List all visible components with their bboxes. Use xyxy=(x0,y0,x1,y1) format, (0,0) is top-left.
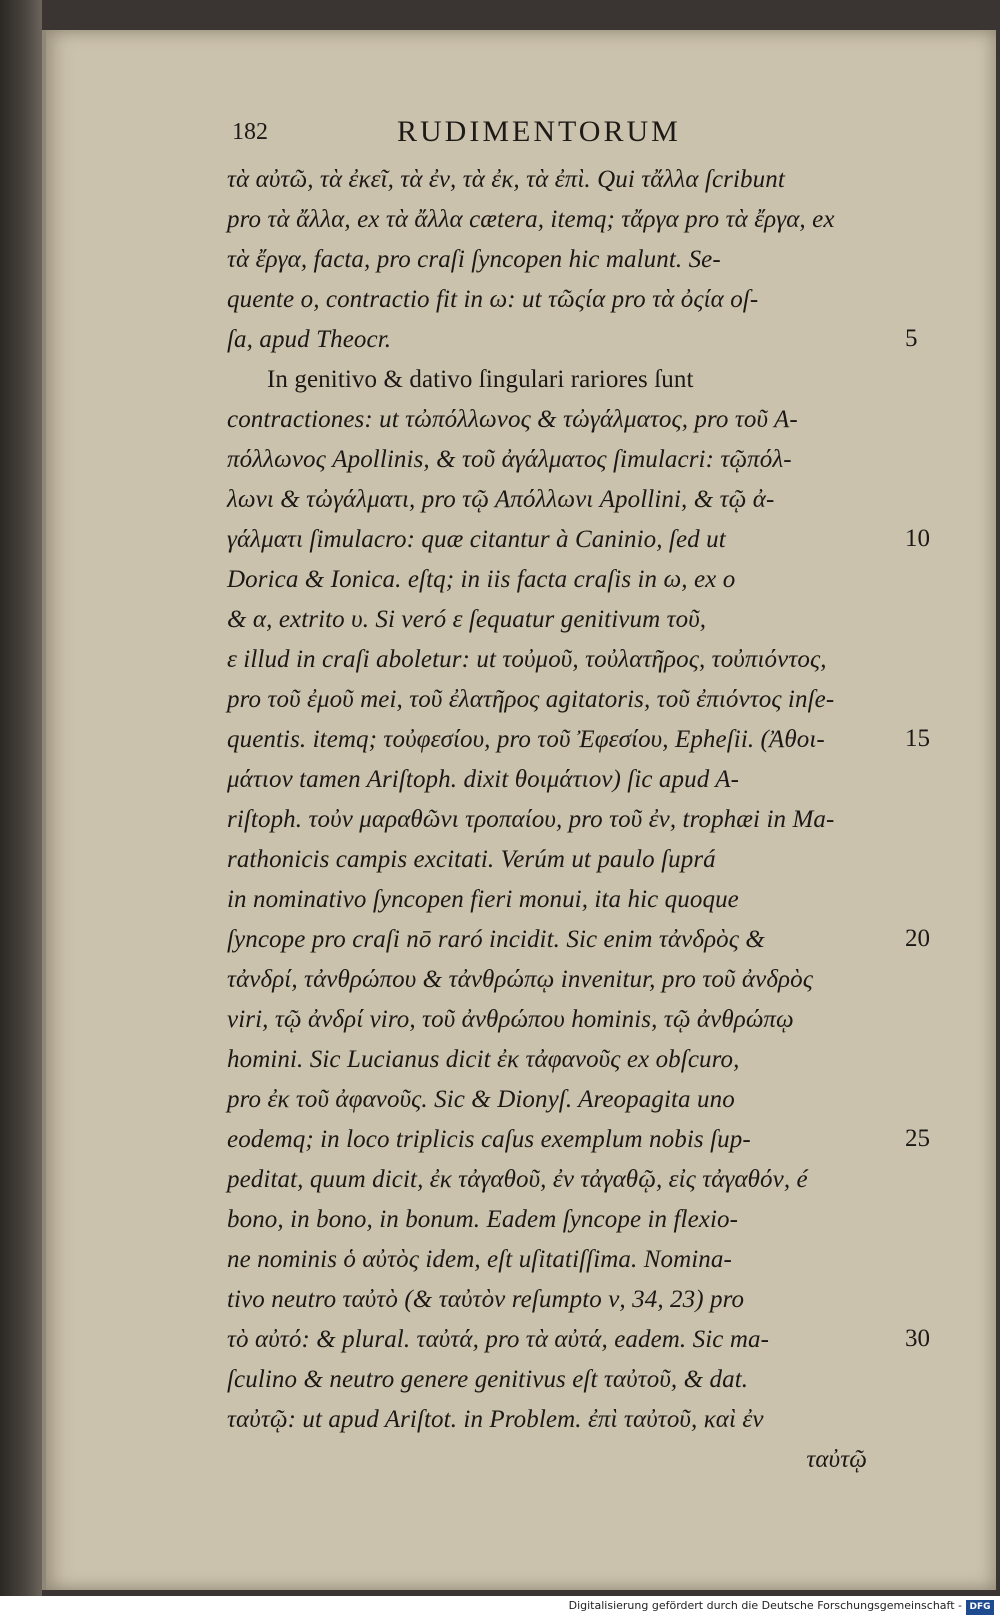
text-line: & α, extrito υ. Si veró ε ſequatur genitivum τοῦ, xyxy=(227,606,707,633)
text-line: Dorica & Ionica. eſtq; in iis facta craſis in ω, ex o xyxy=(227,566,736,593)
text-line: πόλλωνος Apollinis, & τοῦ ἀγάλματος ſimulacri: τῷπόλ- xyxy=(227,446,792,473)
text-line: ſa, apud Theocr. xyxy=(227,326,392,353)
text-block xyxy=(227,160,907,1480)
text-line: in nominativo ſyncopen fieri monui, ita hic quoque xyxy=(227,886,739,913)
text-line: ſyncope pro craſi nō raró incidit. Sic enim τἀνδρὸς & xyxy=(227,926,765,953)
running-head: RUDIMENTORUM xyxy=(397,115,681,148)
footer-bar xyxy=(0,1596,1000,1620)
text-line: γάλματι ſimulacro: quæ citantur à Caninio, ſed ut xyxy=(227,526,726,553)
text-line: τἀνδρί, τἀνθρώπου & τἀνθρώπῳ invenitur, pro τοῦ ἀνδρὸς xyxy=(227,966,813,993)
line-number-marker: 30 xyxy=(905,1325,930,1352)
text-line: eodemq; in loco triplicis caſus exemplum nobis ſup- xyxy=(227,1126,751,1153)
text-line: τὰ αὐτῶ, τὰ ἐκεῖ, τὰ ἐν, τὰ ἐκ, τὰ ἐπὶ. Qui τἄλλα ſcribunt xyxy=(227,166,785,193)
text-line: bono, in bono, in bonum. Eadem ſyncope in flexio- xyxy=(227,1206,739,1233)
text-line: quentis. itemq; τοὐφεσίου, pro τοῦ Ἐφεσίου, Epheſii. (Ἀθοι- xyxy=(227,726,825,753)
text-line: ne nominis ὁ αὐτὸς idem, eſt uſitatiſſima. Nomina- xyxy=(227,1246,732,1273)
text-line: τὸ αὐτό: & plural. ταὐτά, pro τὰ αὐτά, eadem. Sic ma- xyxy=(227,1326,770,1353)
text-line: contractiones: ut τὠπόλλωνος & τὠγάλματος, pro τοῦ Α- xyxy=(227,406,798,433)
text-line: ταὐτῷ: ut apud Ariſtot. in Problem. ἐπὶ ταὐτοῦ, καὶ ἐν xyxy=(227,1406,764,1433)
text-line: In genitivo & dativo ſingulari rariores ſunt xyxy=(267,366,694,393)
text-line: quente o, contractio fit in ω: ut τῶςία pro τὰ ὀςία oſ- xyxy=(227,286,759,313)
text-line: pro τοῦ ἐμοῦ mei, τοῦ ἐλατῆρος agitatoris, τοῦ ἐπιόντος inſe- xyxy=(227,686,835,713)
line-number-marker: 10 xyxy=(905,525,930,552)
text-line: pro τὰ ἄλλα, ex τὰ ἄλλα cætera, itemq; τἄργα pro τὰ ἔργα, ex xyxy=(227,206,835,233)
line-number-marker: 15 xyxy=(905,725,930,752)
text-line: λωνι & τὠγάλματι, pro τῷ Απόλλωνι Apollini, & τῷ ἀ- xyxy=(227,486,775,513)
line-number-marker: 25 xyxy=(905,1125,930,1152)
text-line: riſtoph. τοὐν μαραθῶνι τροπαίου, pro τοῦ ἐν, trophæi in Ma- xyxy=(227,806,835,833)
dfg-logo[interactable]: DFG xyxy=(966,1600,994,1615)
text-line: pro ἐκ τοῦ ἀφανοῦς. Sic & Dionyſ. Areopagita uno xyxy=(227,1086,735,1113)
text-line: homini. Sic Lucianus dicit ἐκ τἀφανοῦς ex obſcuro, xyxy=(227,1046,740,1073)
line-number-marker: 20 xyxy=(905,925,930,952)
footer-credit: Digitalisierung gefördert durch die Deutsche Forschungsgemeinschaft - xyxy=(568,1599,962,1612)
book-spine-edge xyxy=(0,0,42,1596)
text-line: viri, τῷ ἀνδρί viro, τοῦ ἀνθρώπου hominis, τῷ ἀνθρώπῳ xyxy=(227,1006,794,1033)
text-line: tivo neutro ταὐτὸ (& ταὐτὸν reſumpto ν, 34, 23) pro xyxy=(227,1286,745,1313)
text-line: rathonicis campis excitati. Verúm ut paulo ſuprá xyxy=(227,846,716,873)
line-number-marker: 5 xyxy=(905,325,918,352)
page-header xyxy=(232,115,872,155)
text-line: τὰ ἔργα, facta, pro craſi ſyncopen hic malunt. Se- xyxy=(227,246,721,273)
text-line: ſculino & neutro genere genitivus eſt ταὐτοῦ, & dat. xyxy=(227,1366,749,1393)
text-line: μάτιον tamen Ariſtoph. dixit θοιμάτιον) ſic apud A- xyxy=(227,766,740,793)
page-number: 182 xyxy=(232,119,268,145)
text-line: ταὐτῷ xyxy=(806,1446,867,1473)
text-line: peditat, quum dicit, ἐκ τἀγαθοῦ, ἐν τἀγαθῷ, εἰς τἀγαθόν, é xyxy=(227,1166,808,1193)
text-line: ε illud in craſi aboletur: ut τοὐμοῦ, τοὐλατῆρος, τοὐπιόντος, xyxy=(227,646,827,673)
